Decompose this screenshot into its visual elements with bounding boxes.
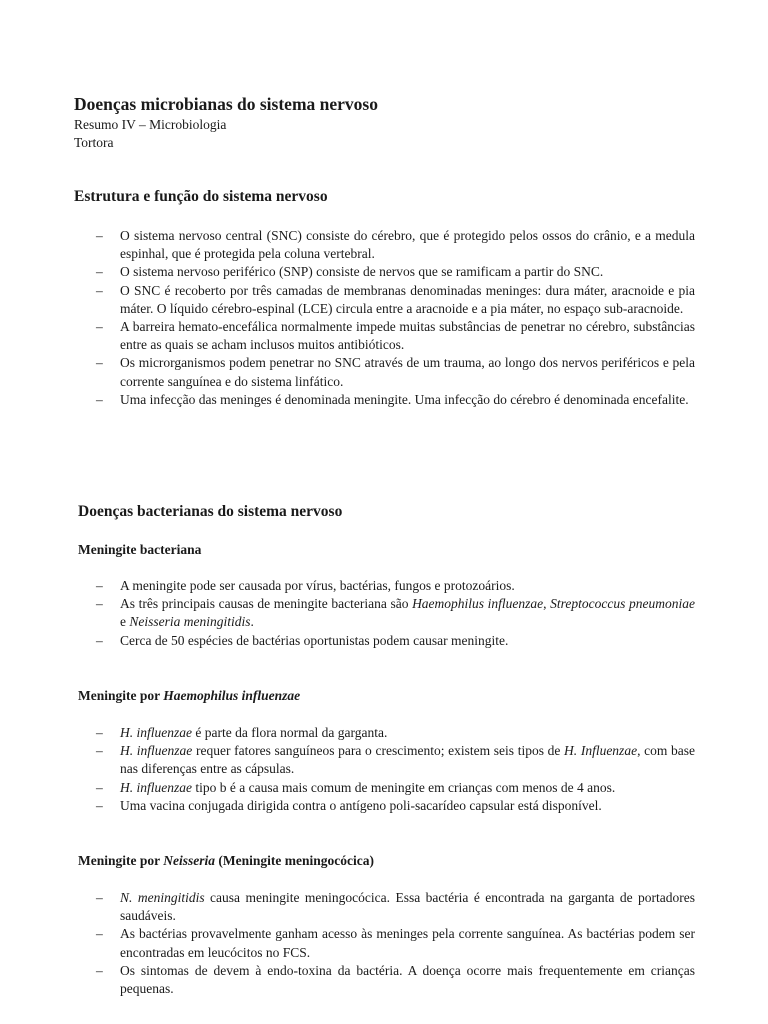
document-title: Doenças microbianas do sistema nervoso — [74, 94, 378, 114]
organism-name: Neisseria — [163, 853, 215, 868]
list-meningite-bacteriana — [96, 577, 695, 650]
document-subtitle: Resumo IV – Microbiologia — [74, 117, 227, 132]
list-haemophilus — [96, 724, 695, 815]
list-item: – Os microrganismos podem penetrar no SNC através de um trauma, ao longo dos nervos periféricos e pela corrente sanguínea e do sistema linfático. — [96, 354, 695, 390]
organism-name: H. influenzae — [120, 725, 192, 740]
item-text: e — [120, 614, 130, 630]
list-item: – Uma infecção das meninges é denominada meningite. Uma infecção do cérebro é denominada encefalite. — [96, 391, 695, 409]
list-item: – A barreira hemato-encefálica normalmente impede muitas substâncias de penetrar no cérebro, substâncias entre as quais se acham inclusos muitos antibióticos. — [96, 318, 695, 354]
subheading-text: (Meningite meningocócica) — [215, 853, 374, 868]
list-estrutura — [96, 227, 695, 409]
organism-name: H. influenzae — [120, 743, 193, 759]
list-item: – As bactérias provavelmente ganham acesso às meninges pela corrente sanguínea. As bactérias podem ser encontradas em leucócitos no FCS. — [96, 925, 695, 961]
organism-name: Neisseria meningitidis — [129, 614, 251, 630]
list-item: – O sistema nervoso periférico (SNP) consiste de nervos que se ramificam a partir do SNC. — [96, 263, 695, 281]
document-author: Tortora — [74, 135, 114, 150]
subheading-haemophilus — [78, 687, 300, 704]
organism-name: Haemophilus influenzae — [412, 596, 544, 612]
list-item: – O sistema nervoso central (SNC) consiste do cérebro, que é protegido pelos ossos do crânio, e a medula espinhal, que é protegida pela coluna vertebral. — [96, 227, 695, 263]
organism-name: N. meningitidis — [120, 890, 205, 905]
list-item — [96, 724, 695, 742]
item-text: é parte da flora normal da garganta. — [192, 725, 388, 740]
subheading-text: Meningite por — [78, 853, 164, 868]
section-heading-bacterianas: Doenças bacterianas do sistema nervoso — [78, 503, 343, 520]
organism-name: H. influenzae — [120, 779, 192, 795]
item-text: , com base nas diferenças entre as cápsulas. — [120, 743, 696, 777]
subheading-neisseria — [78, 852, 374, 869]
list-item — [96, 595, 695, 631]
subheading-meningite-bacteriana: Meningite bacteriana — [78, 542, 202, 557]
list-item: – Os sintomas de devem à endo-toxina da bactéria. A doença ocorre mais frequentemente em crianças pequenas. — [96, 962, 695, 998]
item-text: tipo b é a causa mais comum de meningite em crianças com menos de 4 anos. — [192, 779, 616, 795]
item-text: . — [250, 614, 254, 630]
item-text: As três principais causas de meningite bacteriana são — [120, 596, 413, 612]
list-item — [96, 889, 695, 925]
organism-name: H. Influenzae — [564, 743, 638, 759]
list-item: – O SNC é recoberto por três camadas de membranas denominadas meninges: dura máter, aracnoide e pia máter. O líquido cérebro-espinal (LCE) circula entre a aracnoide e a pia máter, no espaço sub-aracnoide. — [96, 282, 695, 318]
list-item — [96, 779, 695, 797]
item-text: requer fatores sanguíneos para o crescimento; existem seis tipos de — [192, 743, 565, 759]
list-neisseria — [96, 889, 695, 998]
item-text: , — [543, 596, 551, 612]
organism-name: Haemophilus influenzae — [163, 688, 301, 703]
list-item — [96, 742, 695, 778]
list-item: – Cerca de 50 espécies de bactérias oportunistas podem causar meningite. — [96, 632, 695, 650]
organism-name: Streptococcus pneumoniae — [550, 596, 695, 612]
section-heading-estrutura: Estrutura e função do sistema nervoso — [74, 188, 328, 205]
item-text: causa meningite meningocócica. Essa bactéria é encontrada na garganta de portadores saudáveis. — [120, 890, 695, 924]
list-item: – Uma vacina conjugada dirigida contra o antígeno poli-sacarídeo capsular está disponível. — [96, 797, 695, 815]
subheading-text: Meningite por — [78, 688, 164, 703]
list-item: – A meningite pode ser causada por vírus, bactérias, fungos e protozoários. — [96, 577, 695, 595]
